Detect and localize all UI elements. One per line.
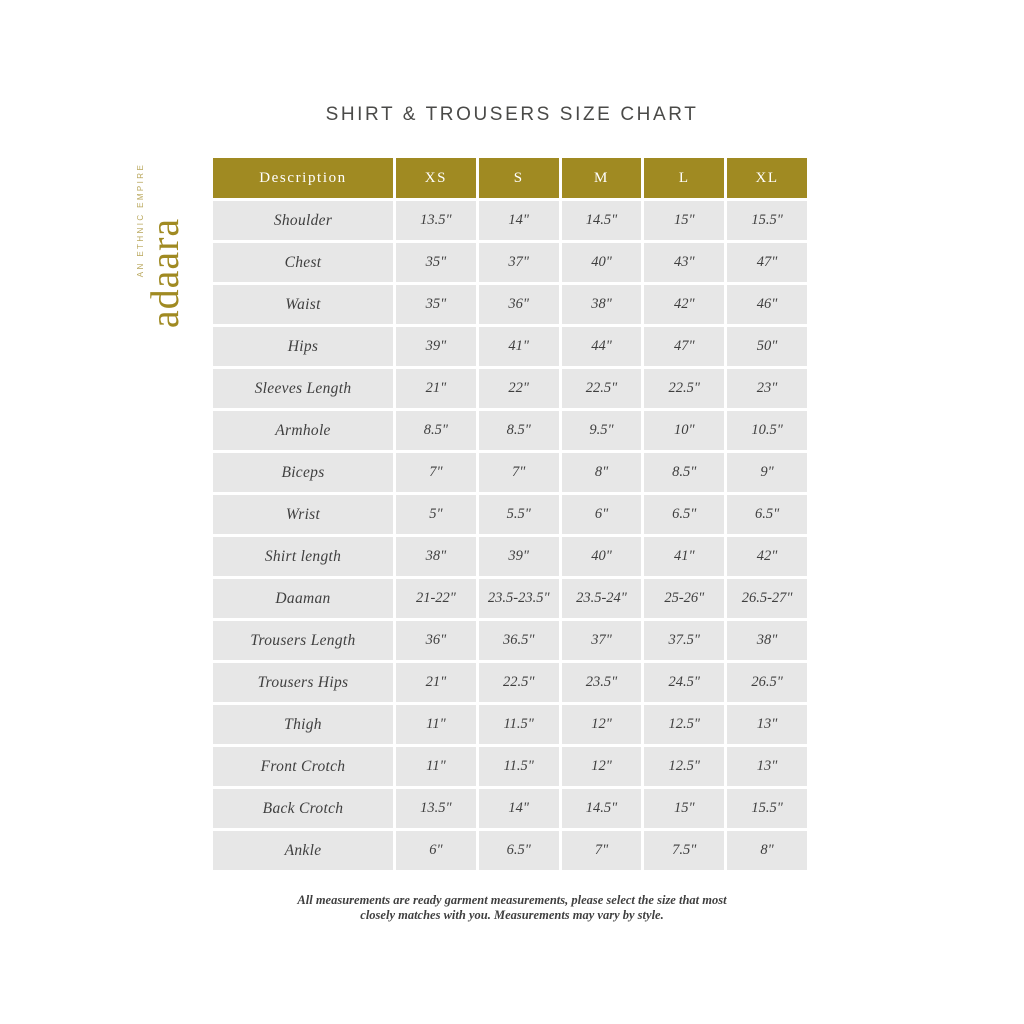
cell-l: 7.5" — [644, 831, 724, 870]
cell-xs: 11" — [396, 747, 476, 786]
row-label: Trousers Hips — [213, 663, 393, 702]
page-title: SHIRT & TROUSERS SIZE CHART — [325, 104, 699, 125]
measurement-note-line1: All measurements are ready garment measurements, please select the size that most — [297, 893, 727, 907]
cell-xl: 26.5" — [727, 663, 807, 702]
cell-l: 24.5" — [644, 663, 724, 702]
table-row — [213, 327, 807, 366]
cell-s: 8.5" — [479, 411, 559, 450]
cell-l: 8.5" — [644, 453, 724, 492]
row-label: Front Crotch — [213, 747, 393, 786]
row-label: Waist — [213, 285, 393, 324]
table-row — [213, 243, 807, 282]
cell-xs: 7" — [396, 453, 476, 492]
table-header-row — [213, 158, 807, 198]
table-row — [213, 705, 807, 744]
table-row — [213, 201, 807, 240]
cell-s: 37" — [479, 243, 559, 282]
cell-l: 37.5" — [644, 621, 724, 660]
cell-xs: 35" — [396, 285, 476, 324]
row-label: Shirt length — [213, 537, 393, 576]
cell-m: 38" — [562, 285, 642, 324]
cell-xs: 36" — [396, 621, 476, 660]
table-row — [213, 369, 807, 408]
measurement-note — [0, 893, 1024, 923]
row-label: Sleeves Length — [213, 369, 393, 408]
table-row — [213, 831, 807, 870]
cell-l: 22.5" — [644, 369, 724, 408]
brand-name: adaara — [142, 217, 187, 329]
brand-logo — [128, 162, 198, 385]
cell-xl: 15.5" — [727, 201, 807, 240]
row-label: Back Crotch — [213, 789, 393, 828]
cell-xs: 38" — [396, 537, 476, 576]
cell-l: 12.5" — [644, 705, 724, 744]
row-label: Thigh — [213, 705, 393, 744]
cell-s: 22" — [479, 369, 559, 408]
cell-xl: 8" — [727, 831, 807, 870]
cell-m: 14.5" — [562, 201, 642, 240]
cell-xl: 9" — [727, 453, 807, 492]
column-header-s: S — [479, 158, 559, 198]
cell-m: 9.5" — [562, 411, 642, 450]
column-header-xl: XL — [727, 158, 807, 198]
row-label: Hips — [213, 327, 393, 366]
row-label: Wrist — [213, 495, 393, 534]
cell-xl: 47" — [727, 243, 807, 282]
row-label: Chest — [213, 243, 393, 282]
cell-xl: 13" — [727, 747, 807, 786]
row-label: Trousers Length — [213, 621, 393, 660]
cell-xs: 21-22" — [396, 579, 476, 618]
cell-xl: 42" — [727, 537, 807, 576]
table-row — [213, 453, 807, 492]
column-header-xs: XS — [396, 158, 476, 198]
cell-xs: 13.5" — [396, 789, 476, 828]
cell-l: 15" — [644, 201, 724, 240]
cell-s: 23.5-23.5" — [479, 579, 559, 618]
table-row — [213, 747, 807, 786]
cell-m: 40" — [562, 243, 642, 282]
cell-s: 36.5" — [479, 621, 559, 660]
column-header-m: M — [562, 158, 642, 198]
cell-s: 5.5" — [479, 495, 559, 534]
cell-s: 41" — [479, 327, 559, 366]
table-row — [213, 579, 807, 618]
cell-l: 47" — [644, 327, 724, 366]
cell-s: 14" — [479, 789, 559, 828]
cell-xs: 6" — [396, 831, 476, 870]
cell-s: 36" — [479, 285, 559, 324]
cell-s: 22.5" — [479, 663, 559, 702]
cell-xl: 10.5" — [727, 411, 807, 450]
cell-m: 12" — [562, 747, 642, 786]
cell-xs: 11" — [396, 705, 476, 744]
cell-xs: 21" — [396, 369, 476, 408]
cell-xl: 15.5" — [727, 789, 807, 828]
cell-m: 44" — [562, 327, 642, 366]
cell-m: 22.5" — [562, 369, 642, 408]
table-row — [213, 789, 807, 828]
cell-xl: 46" — [727, 285, 807, 324]
column-header-l: L — [644, 158, 724, 198]
column-header-description: Description — [213, 158, 393, 198]
table-row — [213, 621, 807, 660]
cell-s: 11.5" — [479, 747, 559, 786]
cell-m: 8" — [562, 453, 642, 492]
cell-xs: 13.5" — [396, 201, 476, 240]
cell-m: 6" — [562, 495, 642, 534]
table-header — [213, 158, 807, 198]
table-row — [213, 663, 807, 702]
cell-xs: 5" — [396, 495, 476, 534]
table-row — [213, 285, 807, 324]
row-label: Ankle — [213, 831, 393, 870]
cell-s: 7" — [479, 453, 559, 492]
row-label: Shoulder — [213, 201, 393, 240]
cell-s: 11.5" — [479, 705, 559, 744]
cell-m: 14.5" — [562, 789, 642, 828]
row-label: Armhole — [213, 411, 393, 450]
cell-xl: 50" — [727, 327, 807, 366]
cell-xs: 35" — [396, 243, 476, 282]
cell-l: 10" — [644, 411, 724, 450]
cell-xs: 8.5" — [396, 411, 476, 450]
row-label: Biceps — [213, 453, 393, 492]
cell-xl: 6.5" — [727, 495, 807, 534]
cell-l: 42" — [644, 285, 724, 324]
cell-m: 23.5-24" — [562, 579, 642, 618]
cell-xl: 38" — [727, 621, 807, 660]
table-row — [213, 537, 807, 576]
cell-m: 37" — [562, 621, 642, 660]
cell-l: 6.5" — [644, 495, 724, 534]
table-body — [213, 201, 807, 870]
cell-m: 40" — [562, 537, 642, 576]
cell-l: 12.5" — [644, 747, 724, 786]
cell-m: 12" — [562, 705, 642, 744]
cell-l: 43" — [644, 243, 724, 282]
cell-m: 7" — [562, 831, 642, 870]
table-row — [213, 495, 807, 534]
cell-s: 39" — [479, 537, 559, 576]
cell-xs: 39" — [396, 327, 476, 366]
cell-l: 15" — [644, 789, 724, 828]
cell-xs: 21" — [396, 663, 476, 702]
cell-xl: 13" — [727, 705, 807, 744]
table-row — [213, 411, 807, 450]
row-label: Daaman — [213, 579, 393, 618]
brand-tagline: AN ETHNIC EMPIRE — [136, 162, 145, 278]
measurement-note-line2: closely matches with you. Measurements may vary by style. — [360, 908, 664, 922]
cell-l: 25-26" — [644, 579, 724, 618]
size-chart-table — [210, 155, 810, 873]
cell-l: 41" — [644, 537, 724, 576]
cell-xl: 26.5-27" — [727, 579, 807, 618]
cell-s: 6.5" — [479, 831, 559, 870]
cell-m: 23.5" — [562, 663, 642, 702]
cell-s: 14" — [479, 201, 559, 240]
cell-xl: 23" — [727, 369, 807, 408]
